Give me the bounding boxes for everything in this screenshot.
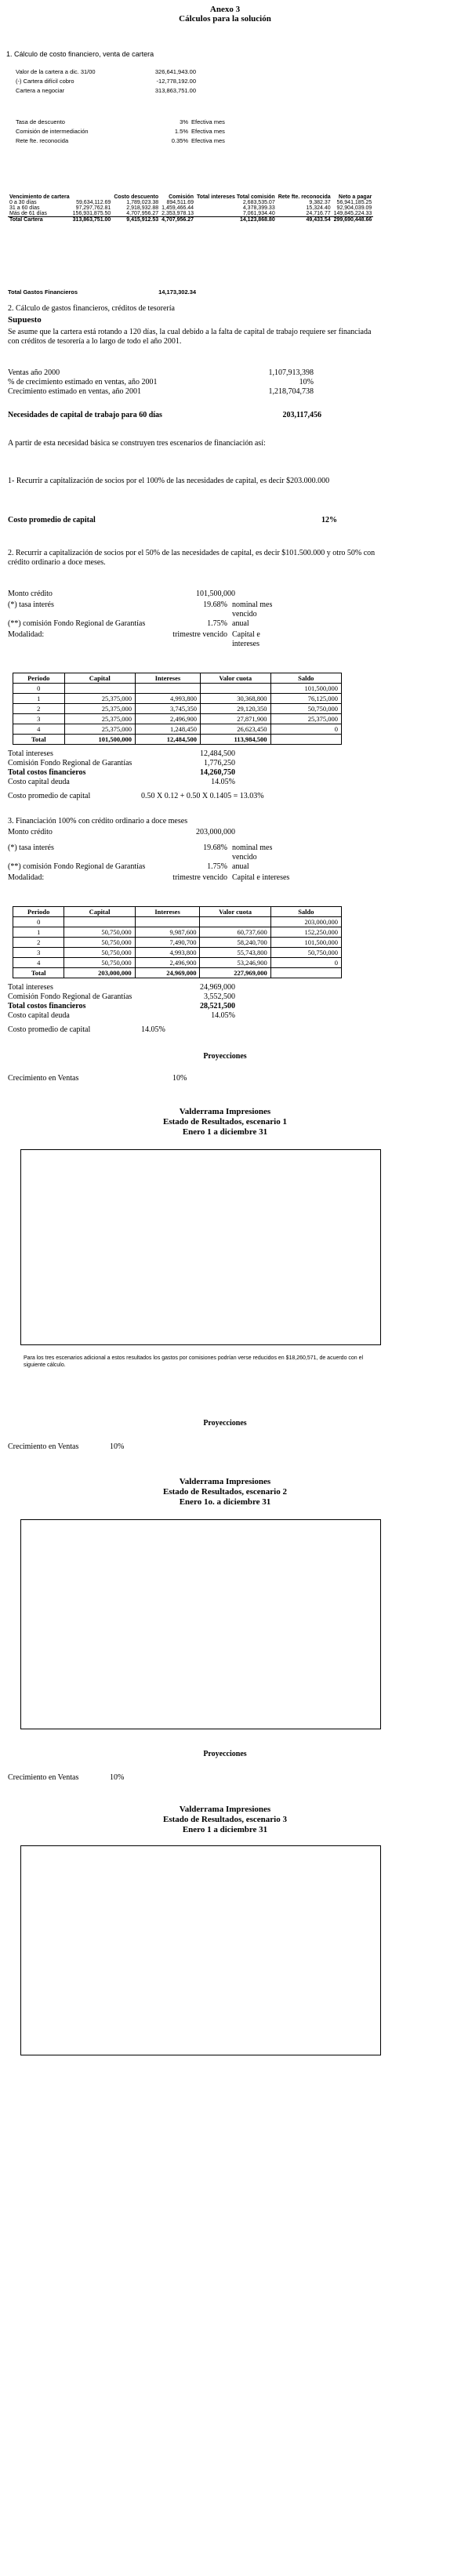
table-cell: 2,496,900 [135,958,200,968]
table-cell: 4 [13,958,64,968]
table-cell: 152,250,000 [270,927,341,938]
table-cell: 4,707,956.27 [126,211,159,216]
table-cell: 7,490,700 [135,938,200,948]
column-header: Valor cuota [200,673,270,684]
costo-promedio-row [8,516,337,525]
amortization-table-1 [13,673,342,745]
table-cell: 0 [13,684,65,694]
summary-label: Costo capital deuda [8,778,70,786]
necesidades-value: 203,117,456 [282,411,321,419]
table-row [8,205,373,211]
table-cell: 2,496,900 [135,714,200,724]
modalidad3-value: trimestre vencido [172,873,227,882]
summary-label: Total intereses [8,749,53,758]
column-header: Saldo [270,673,341,684]
total-cell: 4,707,956.27 [161,217,194,223]
er2-subtitle: Estado de Resultados, escenario 2 [163,1487,287,1497]
table-cell: 24,716.77 [306,211,331,216]
total-cell [270,968,341,978]
gastos-label: Total Gastos Financieros [8,288,78,296]
table-cell: 25,375,000 [270,714,341,724]
table-cell: 2,353,978.13 [161,211,194,216]
table-cell: 0 [270,958,341,968]
rate-value: 1.5% [174,128,188,135]
cartera-row-label: Cartera a negociar [16,87,65,94]
cartera-row-label: (-) Cartera difícil cobro [16,78,74,85]
er2-company: Valderrama Impresiones [179,1477,271,1486]
crecimiento-value: 1,218,704,738 [268,387,314,396]
table-cell [200,917,270,927]
tasa3-value: 19.68% [203,844,227,852]
table-cell: 97,297,762.81 [75,205,111,211]
rate-unit: Efectiva mes [191,137,225,144]
table-cell [64,917,135,927]
table-row [13,958,342,968]
total-gastos-financieros [8,288,196,296]
rate-label: Tasa de descuento [16,118,65,125]
total-cell: 24,969,000 [135,968,200,978]
table-cell: 0 [270,724,341,735]
table-cell: 15,324.40 [306,205,331,211]
table-cell: 1 [13,927,64,938]
crecimiento-value-label: Crecimiento estimado en ventas, año 2001 [8,387,141,396]
er3-period: Enero 1 a diciembre 31 [182,1825,268,1834]
table-row [13,714,342,724]
costo-promedio-row [8,1025,376,1035]
table-cell: 1,459,466.44 [161,205,194,211]
crecimiento-ventas-3 [8,1773,124,1783]
summary-value: 14.05% [211,1011,235,1020]
rate-row [16,127,262,136]
total-cell: 313,863,751.00 [72,217,111,223]
table-cell: 203,000,000 [270,917,341,927]
modalidad-unit: Capital e intereses [232,630,260,648]
escenario2-params [8,590,376,648]
table-cell: 25,375,000 [64,694,135,704]
table-cell: 2,683,535.07 [242,200,275,205]
costo-promedio-label: Costo promedio de capital [8,792,91,800]
table-cell: 50,750,000 [64,938,135,948]
crec2-label: Crecimiento en Ventas [8,1442,79,1451]
summary-value: 24,969,000 [200,983,235,992]
column-header: Periodo [13,673,65,684]
total-cell: 9,415,912.53 [112,217,160,223]
er3-company: Valderrama Impresiones [179,1805,271,1814]
gastos-value: 14,173,302.34 [158,288,197,296]
column-header: Capital [64,673,135,684]
column-header [71,194,113,200]
comision3-value: 1.75% [207,862,227,871]
cartera-row-value: 313,863,751.00 [154,87,196,94]
supuesto-label: Supuesto [8,315,42,325]
cartera-row [16,77,196,86]
escenario1-text: 1- Recurrir a capitalización de socios por el 100% de las necesidades de capital, es decir $203.000.000 [8,477,330,485]
er3-frame [20,1845,381,2055]
rate-row [16,118,262,127]
rate-unit: Efectiva mes [191,118,225,125]
table-cell: 59,634,112.69 [76,200,111,205]
column-header: Rete fte. reconocida [278,194,331,200]
summary-label: Total costos financieros [8,1002,86,1010]
summary-value: 28,521,500 [200,1002,235,1010]
modalidad-value: trimestre vencido [172,630,227,639]
table-cell [64,684,135,694]
table-cell: 3 [13,948,64,958]
table-row [13,927,342,938]
rate-value: 0.35% [171,137,188,144]
column-header: Costo descuento [114,194,159,200]
escenarios-intro: A partir de esta necesidad básica se construyen tres escenarios de financiación así: [8,439,266,448]
table-cell: 101,500,000 [270,684,341,694]
tasa3-unit: nominal mes vencido [232,844,273,862]
table-cell [135,684,200,694]
summary-row [8,778,376,787]
rate-row [16,136,262,146]
table-row [13,694,342,704]
summary-label: Total costos financieros [8,768,86,777]
table-cell: 101,500,000 [270,938,341,948]
summary-value: 3,552,500 [204,992,235,1001]
rates-list [16,118,262,146]
table-row [8,211,373,217]
proyecciones-1: Proyecciones [203,1052,247,1061]
cartera-row [16,86,196,96]
costo-promedio-row [8,792,376,801]
table-header-row [13,907,342,917]
table-cell: 894,511.69 [166,200,194,205]
table-cell: 1,248,450 [135,724,200,735]
costo-promedio-value: 12% [321,516,337,524]
er1-note: Para los tres escenarios adicional a estos resultados los gastos por comisiones podrían verse reducidos en $18,260,571, de acuerdo con el siguiente cálculo. [24,1355,364,1368]
table-cell: 156,931,875.50 [72,211,111,216]
table-cell: 50,750,000 [64,927,135,938]
table-cell: 56,941,185.25 [336,200,372,205]
table-cell: 29,120,350 [200,704,270,714]
table-cell: 50,750,000 [64,958,135,968]
er1-frame [20,1149,381,1345]
crecimiento-ventas-2 [8,1442,124,1452]
amortization-table-2 [13,906,342,978]
table-cell: 4 [13,724,65,735]
ventas-row [8,368,314,397]
total-cell: 227,969,000 [200,968,270,978]
total-cell: 299,690,448.66 [333,217,372,223]
table-cell [200,684,270,694]
section2-title: 2. Cálculo de gastos financieros, créditos de tesorería [8,304,175,313]
table-cell: 50,750,000 [270,704,341,714]
total-cell: 12,484,500 [135,735,200,745]
comision-value: 1.75% [207,619,227,628]
total-cell: 203,000,000 [64,968,135,978]
cartera-summary [16,67,196,96]
table-cell [135,917,200,927]
costo-promedio-label: Costo promedio de capital [8,516,96,524]
table-cell: 0 [13,917,64,927]
summary-row [8,1002,376,1011]
table-cell: 4,993,800 [135,948,200,958]
crecimiento-pct-label: % de crecimiento estimado en ventas, año 2001 [8,378,158,386]
supuesto-text: Se asume que la cartera está rotando a 120 días, la cual debido a la falta de capital de trabajo requiere ser financiada con créditos de tesorería a lo largo de todo el año 2001. [8,328,372,346]
tasa3-label: (*) tasa interés [8,844,54,852]
modalidad-label: Modalidad: [8,630,45,639]
summary-value: 12,484,500 [200,749,235,758]
table-row [13,724,342,735]
summary-row [8,983,376,992]
tasa-label: (*) tasa interés [8,600,54,609]
er2-period: Enero 1o. a diciembre 31 [179,1497,271,1507]
table-cell: 50,750,000 [270,948,341,958]
costo-promedio-label: Costo promedio de capital [8,1025,91,1034]
necesidades-label: Necesidades de capital de trabajo para 60 días [8,411,162,419]
table-cell: Más de 61 días [9,211,47,216]
comision-unit: anual [232,619,249,628]
total-row [8,217,373,223]
er3-subtitle: Estado de Resultados, escenario 3 [163,1815,287,1824]
table-cell: 25,375,000 [64,714,135,724]
column-header: Comisión [169,194,194,200]
table-cell: 149,845,224.33 [333,211,372,216]
annex-label: Anexo 3 [209,5,241,14]
summary-2 [8,983,376,1035]
page-title: Cálculos para la solución [179,14,271,24]
table-cell: 25,375,000 [64,704,135,714]
summary-value: 14.05% [211,778,235,786]
proyecciones-2: Proyecciones [203,1419,247,1428]
table-row [13,684,342,694]
comision-label: (**) comisión Fondo Regional de Garantías [8,619,146,628]
monto3-value: 203,000,000 [196,828,235,836]
total-cell: Total [13,968,64,978]
comision3-unit: anual [232,862,249,871]
column-header: Neto a pagar [338,194,372,200]
column-header: Vencimiento de cartera [9,194,70,200]
monto-value: 101,500,000 [196,590,235,598]
er1-period: Enero 1 a diciembre 31 [182,1127,268,1137]
summary-row [8,749,376,759]
tasa-unit: nominal mes vencido [232,600,273,619]
column-header: Periodo [13,907,64,917]
table-cell: 58,240,700 [200,938,270,948]
costo-promedio-value: 0.50 X 0.12 + 0.50 X 0.1405 = 13.03% [141,792,264,800]
column-header: Intereses [135,907,200,917]
table-cell: 55,743,800 [200,948,270,958]
table-cell: 4,993,800 [135,694,200,704]
total-row [13,968,342,978]
table-cell: 31 a 60 días [9,205,40,211]
table-header-row [13,673,342,684]
rate-label: Rete fte. reconocida [16,137,69,144]
column-header: Total intereses Total comisión [197,194,275,200]
table-cell: 0 a 30 días [9,200,37,205]
column-header: Saldo [270,907,341,917]
table-cell: 53,246,900 [200,958,270,968]
escenario2-text: 2. Recurrir a capitalización de socios por el 50% de las necesidades de capital, es decir $101.500.000 y otro 50% con crédito ordinario a doce meses. [8,549,376,567]
total-row [13,735,342,745]
crecimiento-ventas-1 [8,1074,187,1083]
ventas-label: Ventas año 2000 [8,368,60,377]
table-cell: 9,382.37 [309,200,331,205]
crec1-label: Crecimiento en Ventas [8,1074,79,1083]
total-cell [270,735,341,745]
table-cell: 50,750,000 [64,948,135,958]
table-cell: 4,378,399.33 [242,205,275,211]
column-header: Capital [64,907,135,917]
crec3-label: Crecimiento en Ventas [8,1773,79,1782]
summary-row [8,992,376,1002]
total-cell: Total Cartera [8,217,71,223]
modalidad3-unit: Capital e intereses [232,873,290,882]
crec2-value: 10% [110,1442,125,1451]
section1-title: 1. Cálculo de costo financiero, venta de cartera [6,50,154,58]
tasa-value: 19.68% [203,600,227,609]
er1-company: Valderrama Impresiones [179,1107,271,1116]
summary-label: Total intereses [8,983,53,992]
summary-label: Comisión Fondo Regional de Garantías [8,992,132,1001]
table-cell: 26,623,450 [200,724,270,735]
table-cell: 9,987,600 [135,927,200,938]
proyecciones-3: Proyecciones [203,1750,247,1758]
total-cell: Total [13,735,65,745]
table-row [13,938,342,948]
summary-label: Comisión Fondo Regional de Garantías [8,759,132,767]
table-cell: 7,061,934.40 [242,211,275,216]
necesidades-row [8,411,321,420]
er2-frame [20,1519,381,1729]
table-row [13,917,342,927]
cartera-row-value: -12,778,192.00 [156,78,196,85]
ventas-value: 1,107,913,398 [268,368,314,377]
table-cell: 2 [13,938,64,948]
er1-subtitle: Estado de Resultados, escenario 1 [163,1117,287,1127]
table-cell: 1,789,023.38 [126,200,159,205]
table-cell: 1 [13,694,65,704]
table-row [8,200,373,205]
cartera-row-label: Valor de la cartera a dic. 31/00 [16,68,96,75]
summary-1 [8,749,376,801]
escenario3-params [8,828,376,884]
cartera-row [16,67,196,77]
rate-label: Comisión de intermediación [16,128,89,135]
crecimiento-pct-value: 10% [299,378,314,386]
monto3-label: Monto crédito [8,828,53,836]
summary-row [8,759,376,768]
monto-label: Monto crédito [8,590,53,598]
summary-row [8,1011,376,1021]
table-cell: 27,871,900 [200,714,270,724]
section3-title: 3. Financiación 100% con crédito ordinario a doce meses [8,817,188,825]
vencimiento-table [8,194,373,223]
summary-value: 1,776,250 [204,759,235,767]
table-cell: 2 [13,704,65,714]
table-row [13,948,342,958]
column-header: Intereses [135,673,200,684]
crec3-value: 10% [110,1773,125,1782]
rate-value: 3% [180,118,188,125]
table-cell: 76,125,000 [270,694,341,704]
table-cell: 2,918,932.88 [126,205,159,211]
costo-promedio-value: 14.05% [141,1025,165,1034]
total-cell: 101,500,000 [64,735,135,745]
column-header: Valor cuota [200,907,270,917]
summary-value: 14,260,750 [200,768,235,777]
modalidad3-label: Modalidad: [8,873,45,882]
table-cell: 3 [13,714,65,724]
rate-unit: Efectiva mes [191,128,225,135]
table-header-row [8,194,373,200]
table-cell: 30,368,800 [200,694,270,704]
table-cell: 60,737,600 [200,927,270,938]
summary-label: Costo capital deuda [8,1011,70,1020]
table-cell: 25,375,000 [64,724,135,735]
summary-row [8,768,376,778]
table-cell: 3,745,350 [135,704,200,714]
table-cell: 92,904,039.09 [336,205,372,211]
crec1-value: 10% [172,1074,187,1083]
cartera-row-value: 326,641,943.00 [154,68,196,75]
table-row [13,704,342,714]
total-cell: 14,123,868.80 [195,217,277,223]
total-cell: 49,433.54 [277,217,332,223]
comision3-label: (**) comisión Fondo Regional de Garantías [8,862,146,871]
total-cell: 113,984,500 [200,735,270,745]
